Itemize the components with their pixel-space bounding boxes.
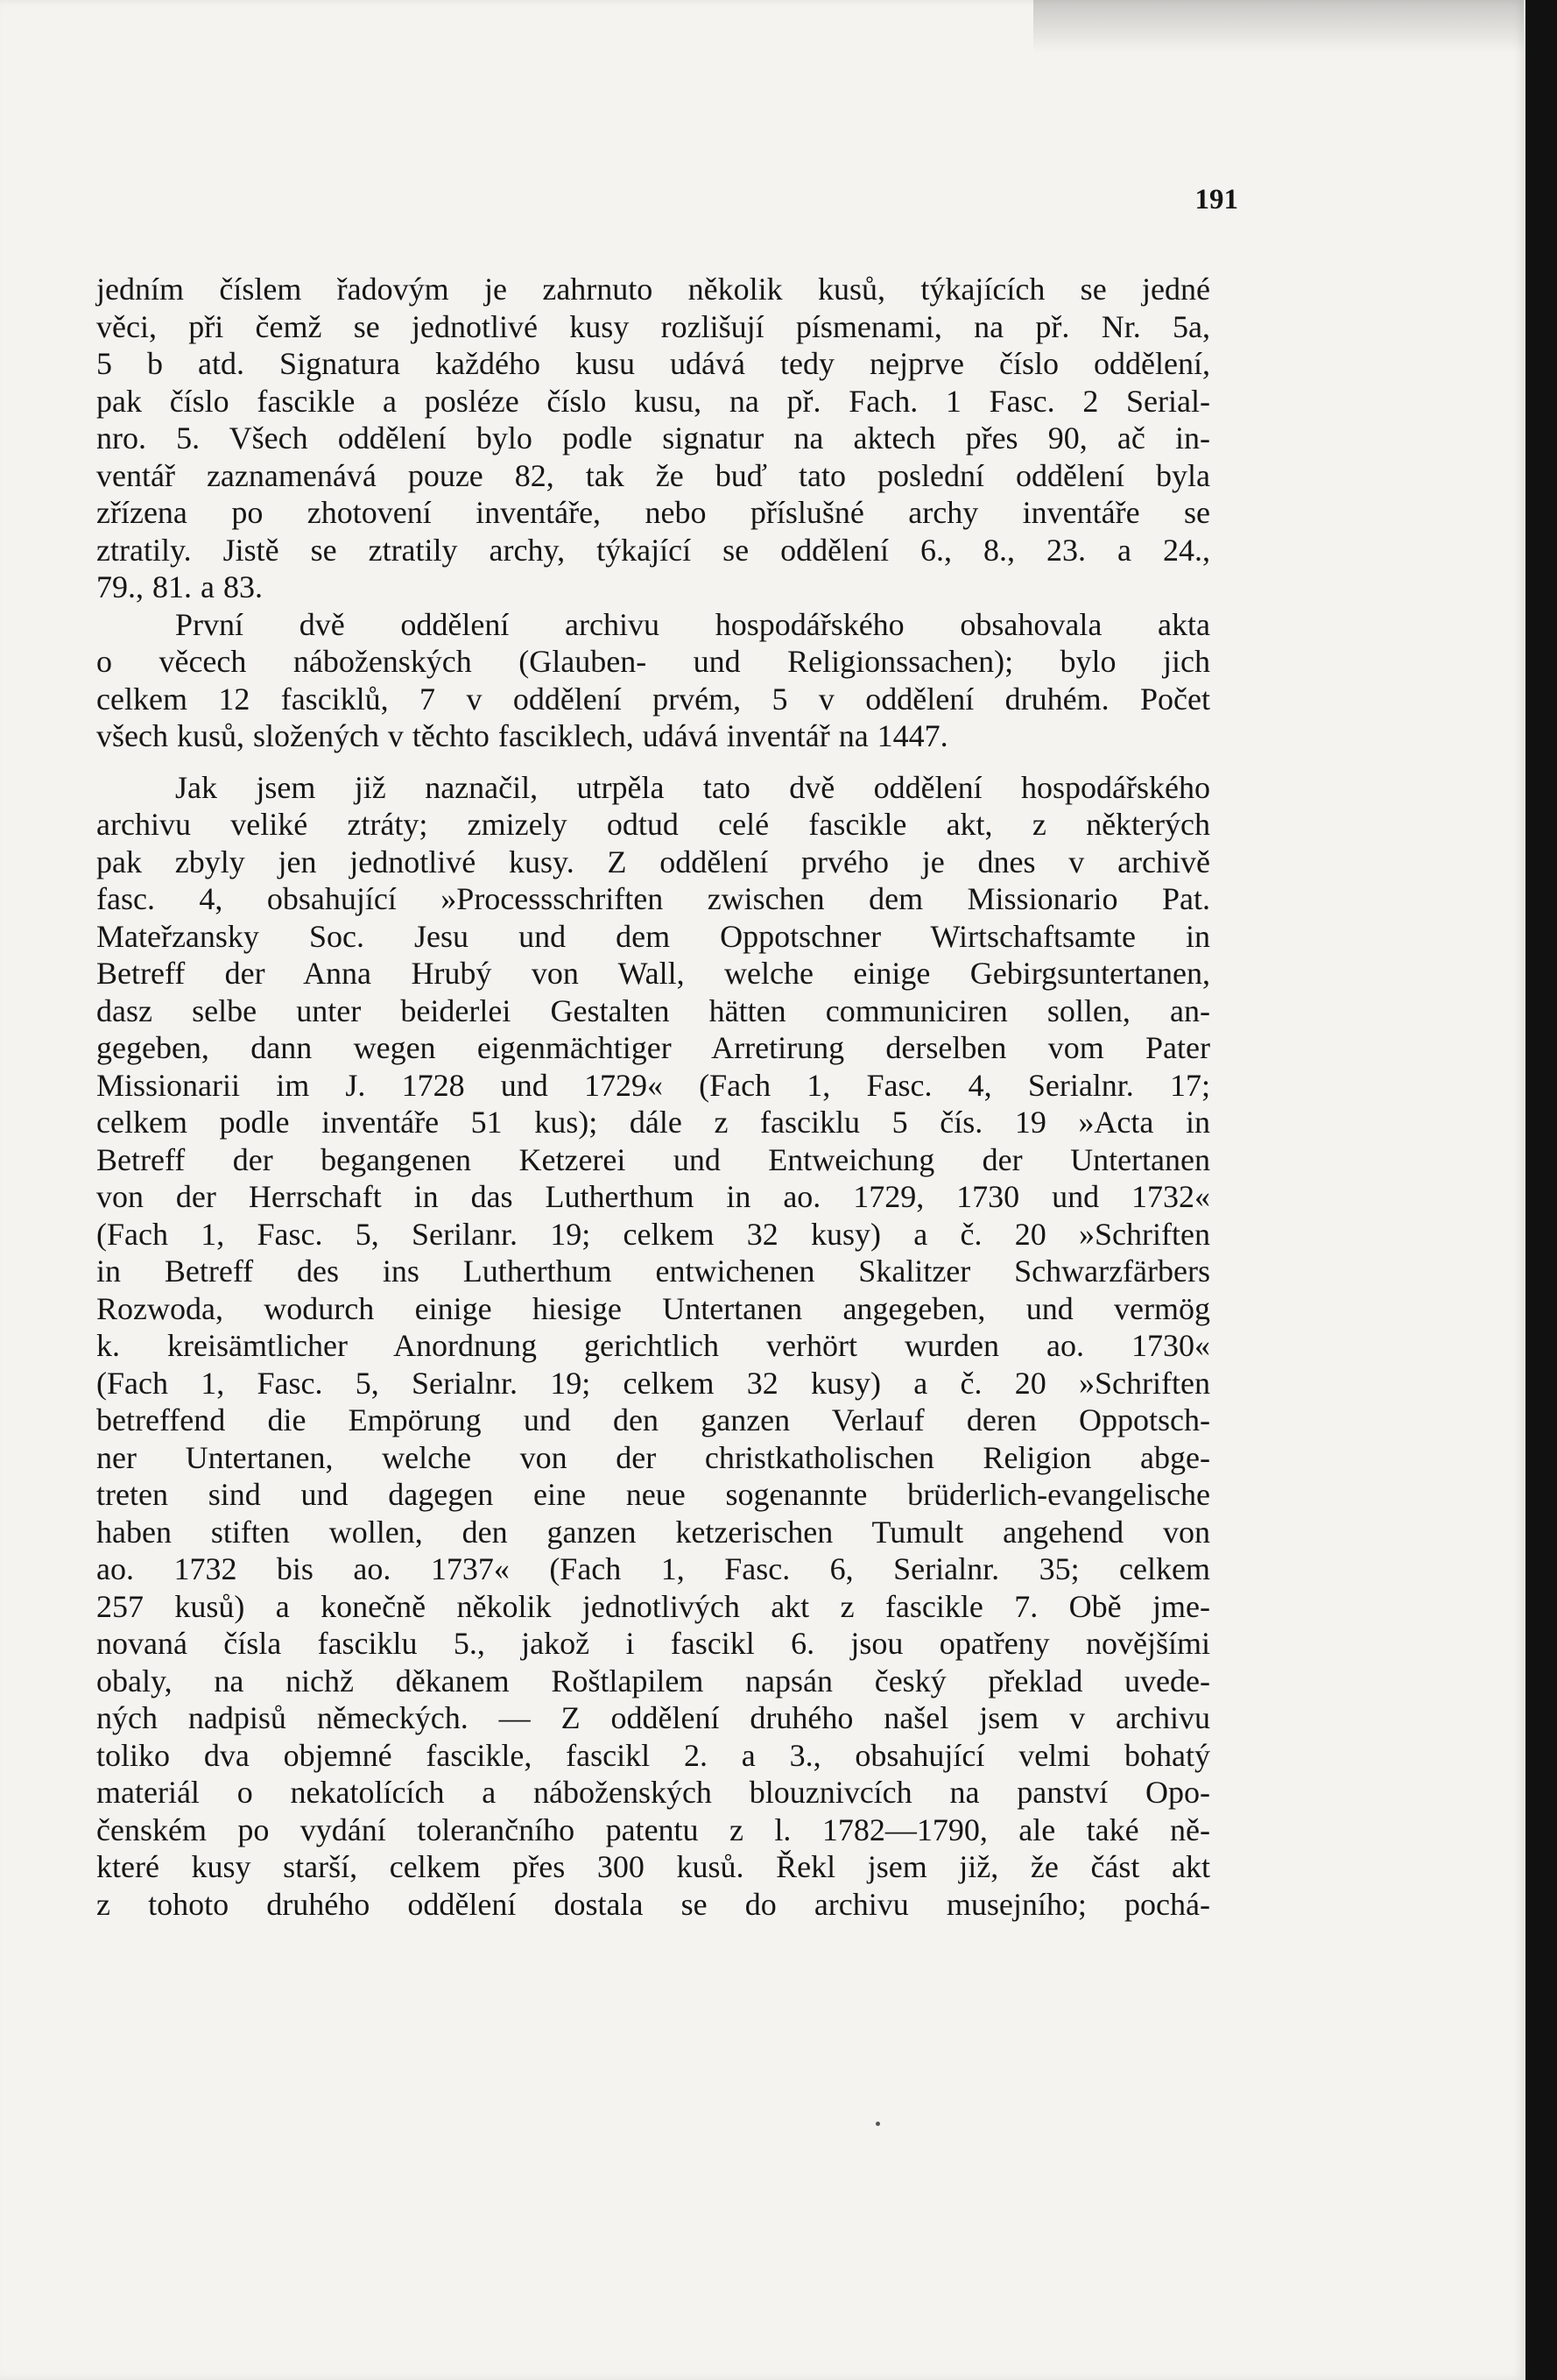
text-line: 257 kusů) a konečně několik jednotlivých akt z fascikle 7. Obě jme-	[96, 1588, 1210, 1624]
text-line: o věcech náboženských (Glauben- und Religionssachen); bylo jich	[96, 644, 1210, 679]
text-line: pak zbyly jen jednotlivé kusy. Z oddělení prvého je dnes v archivě	[96, 844, 1210, 879]
page-number: 191	[1194, 184, 1238, 215]
text-line: ztratily. Jistě se ztratily archy, týkající se oddělení 6., 8., 23. a 24.,	[96, 532, 1210, 568]
text-line: Betreff der begangenen Ketzerei und Entweichung der Untertanen	[96, 1141, 1210, 1177]
text-line: Jak jsem již naznačil, utrpěla tato dvě oddělení hospodářského	[175, 769, 1210, 805]
text-line: Rozwoda, wodurch einige hiesige Untertanen angegeben, und vermög	[96, 1290, 1210, 1326]
text-line: které kusy starší, celkem přes 300 kusů. Řekl jsem již, že část akt	[96, 1849, 1210, 1884]
scan-dot	[876, 2122, 880, 2126]
text-line: von der Herrschaft in das Lutherthum in ao. 1729, 1730 und 1732«	[96, 1179, 1210, 1214]
text-line: gegeben, dann wegen eigenmächtiger Arretirung derselben vom Pater	[96, 1030, 1210, 1065]
text-line: nro. 5. Všech oddělení bylo podle signatur na aktech přes 90, ač in-	[96, 420, 1210, 456]
scan-edge	[1525, 0, 1557, 2380]
text-line: ao. 1732 bis ao. 1737« (Fach 1, Fasc. 6, Serialnr. 35; celkem	[96, 1551, 1210, 1586]
text-line: Mateřzansky Soc. Jesu und dem Oppotschner Wirtschaftsamte in	[96, 918, 1210, 954]
text-line: celkem podle inventáře 51 kus); dále z fasciklu 5 čís. 19 »Acta in	[96, 1105, 1210, 1140]
body-text	[96, 271, 1210, 1923]
text-line: ných nadpisů německých. — Z oddělení druhého našel jsem v archivu	[96, 1700, 1210, 1735]
text-line: jedním číslem řadovým je zahrnuto několik kusů, týkajících se jedné	[96, 272, 1210, 307]
text-line: 5 b atd. Signatura každého kusu udává tedy nejprve číslo oddělení,	[96, 346, 1210, 381]
text-line: (Fach 1, Fasc. 5, Serilanr. 19; celkem 32 kusy) a č. 20 »Schriften	[96, 1216, 1210, 1252]
text-line: in Betreff des ins Lutherthum entwichenen Skalitzer Schwarzfärbers	[96, 1254, 1210, 1289]
text-line: novaná čísla fasciklu 5., jakož i fascikl 6. jsou opatřeny novějšími	[96, 1626, 1210, 1661]
text-line: dasz selbe unter beiderlei Gestalten hätten communiciren sollen, an-	[96, 992, 1210, 1028]
text-line: Missionarii im J. 1728 und 1729« (Fach 1, Fasc. 4, Serialnr. 17;	[96, 1067, 1210, 1103]
text-line: k. kreisämtlicher Anordnung gerichtlich verhört wurden ao. 1730«	[96, 1328, 1210, 1363]
text-line: všech kusů, složených v těchto fasciklech, udává inventář na 1447.	[96, 718, 948, 753]
text-line: pak číslo fascikle a posléze číslo kusu, na př. Fach. 1 Fasc. 2 Serial-	[96, 383, 1210, 419]
text-line: (Fach 1, Fasc. 5, Serialnr. 19; celkem 32 kusy) a č. 20 »Schriften	[96, 1365, 1210, 1401]
text-line: betreffend die Empörung und den ganzen Verlauf deren Oppotsch-	[96, 1402, 1210, 1437]
text-line: ventář zaznamenává pouze 82, tak že buď tato poslední oddělení byla	[96, 457, 1210, 493]
text-line: zřízena po zhotovení inventáře, nebo příslušné archy inventáře se	[96, 495, 1210, 530]
text-line: z tohoto druhého oddělení dostala se do archivu musejního; pochá-	[96, 1886, 1210, 1922]
text-line: celkem 12 fasciklů, 7 v oddělení prvém, 5 v oddělení druhém. Počet	[96, 681, 1210, 717]
text-line: věci, při čemž se jednotlivé kusy rozlišují písmenami, na př. Nr. 5a,	[96, 308, 1210, 344]
text-line: toliko dva objemné fascikle, fascikl 2. a 3., obsahující velmi bohatý	[96, 1737, 1210, 1773]
scan-smudge	[1033, 0, 1524, 53]
text-line: archivu veliké ztráty; zmizely odtud celé fascikle akt, z některých	[96, 807, 1210, 842]
text-line: Betreff der Anna Hrubý von Wall, welche einige Gebirgsuntertanen,	[96, 956, 1210, 991]
text-line: fasc. 4, obsahující »Processschriften zwischen dem Missionario Pat.	[96, 881, 1210, 916]
text-line: materiál o nekatolících a náboženských blouznivcích na panství Opo-	[96, 1775, 1210, 1810]
text-line: čenském po vydání tolerančního patentu z l. 1782—1790, ale také ně-	[96, 1811, 1210, 1847]
text-line: obaly, na nichž děkanem Roštlapilem napsán český překlad uvede-	[96, 1663, 1210, 1698]
text-line: 79., 81. a 83.	[96, 569, 263, 604]
text-line: ner Untertanen, welche von der christkatholischen Religion abge-	[96, 1439, 1210, 1475]
text-line: treten sind und dagegen eine neue sogenannte brüderlich-evangelische	[96, 1477, 1210, 1512]
text-line: První dvě oddělení archivu hospodářského obsahovala akta	[175, 606, 1210, 642]
text-line: haben stiften wollen, den ganzen ketzerischen Tumult angehend von	[96, 1514, 1210, 1550]
